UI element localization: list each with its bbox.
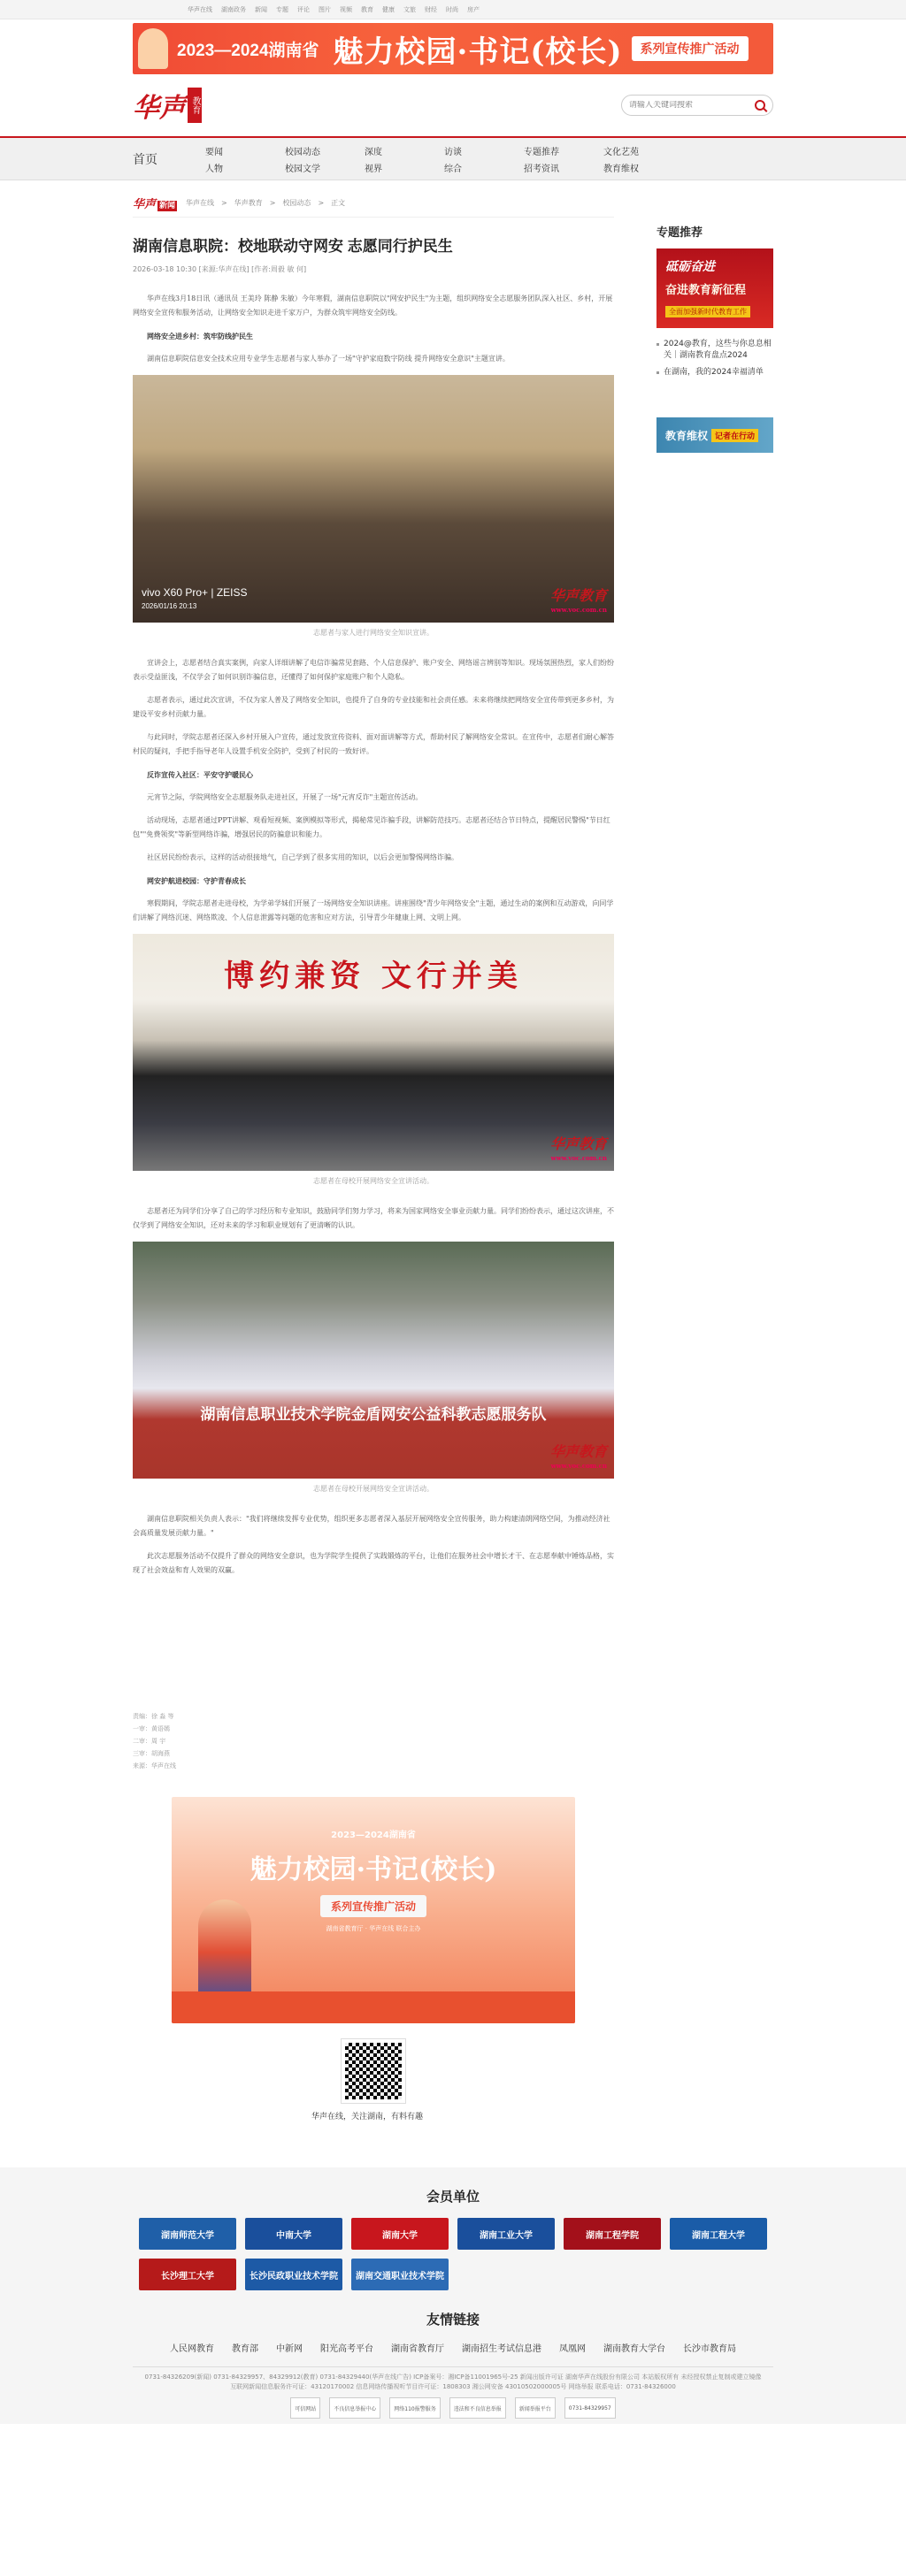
- sidebar-ad-rights[interactable]: [656, 417, 773, 453]
- photo-caption-3: 志愿者在母校开展网络安全宣讲活动。: [313, 1485, 434, 1493]
- member-logo[interactable]: 中南大学: [245, 2218, 342, 2250]
- member-logo[interactable]: 湖南大学: [351, 2218, 449, 2250]
- article-paragraph: 社区居民纷纷表示，这样的活动很接地气，自己学到了很多实用的知识，以后会更加警惕网络诈骗。: [147, 853, 458, 861]
- article-paragraph: 志愿者表示，通过此次宣讲，不仅为家人普及了网络安全知识，也提升了自身的专业技能和社会责任感。未来将继续把网络安全宣传带到更多乡村，为建设平安乡村贡献力量。: [133, 696, 614, 718]
- friend-link[interactable]: 湖南教育大学台: [603, 2344, 665, 2354]
- banner-pill: 系列宣传推广活动: [320, 1895, 426, 1917]
- classroom-board-text: 博约兼资 文行并美: [224, 959, 523, 994]
- breadcrumb-item[interactable]: 华声教育: [234, 199, 263, 207]
- article-paragraph: 与此同时，学院志愿者还深入乡村开展入户宣传，通过发放宣传资料、面对面讲解等方式，帮助村民了解网络安全常识。在宣传中，志愿者们耐心解答村民的疑问，手把手指导老年人设置手机安全防护，受到了村民的一致好评。: [133, 733, 614, 755]
- photo-caption-2: 志愿者在母校开展网络安全宣讲活动。: [313, 1177, 434, 1185]
- nav-item[interactable]: 教育维权: [603, 164, 639, 174]
- topbar-link[interactable]: 财经: [425, 6, 437, 13]
- friend-link[interactable]: 教育部: [232, 2344, 258, 2354]
- topbar-link[interactable]: 专题: [276, 6, 288, 13]
- banner-ground: [172, 1991, 575, 2023]
- top-bar: [0, 0, 906, 19]
- nav-item[interactable]: 要闻: [205, 148, 223, 157]
- breadcrumb-item: >: [318, 199, 325, 207]
- article-paragraph: 寒假期间，学院志愿者走进母校，为学弟学妹们开展了一场网络安全知识讲座。讲座围绕"青少年网络安全"主题，通过生动的案例和互动游戏，向同学们讲解了网络沉迷、网络欺凌、个人信息泄露等问题的危害和应对方法，引导青少年健康上网、文明上网。: [133, 899, 614, 921]
- friend-link[interactable]: 湖南省教育厅: [391, 2344, 444, 2354]
- breadcrumb-logo[interactable]: 华声 新闻: [133, 198, 176, 211]
- footer-badge[interactable]: 违法和不良信息举报: [449, 2397, 506, 2419]
- member-logo[interactable]: 湖南工程大学: [670, 2218, 767, 2250]
- ad-line-2: 奋进教育新征程: [665, 284, 747, 297]
- site-footer: [0, 2167, 906, 2424]
- sidebar-ad-feature[interactable]: [656, 248, 773, 328]
- sidebar-title: 专题推荐: [656, 226, 703, 240]
- banner-pill: 系列宣传推广活动: [632, 36, 749, 61]
- topbar-link[interactable]: 教育: [361, 6, 373, 13]
- friend-link[interactable]: 长沙市教育局: [683, 2344, 736, 2354]
- sidebar: [656, 223, 773, 2121]
- sidebar-list-item[interactable]: 2024@教育，这些与你息息相关｜湖南教育盘点2024: [656, 339, 773, 362]
- breadcrumb-item: >: [221, 199, 227, 207]
- logo-calligraphy: 华声: [133, 93, 186, 124]
- friends-title: 友情链接: [426, 2312, 480, 2328]
- nav-item[interactable]: 校园动态: [285, 148, 320, 157]
- banner-headline: 魅力校园·书记(校长): [333, 34, 623, 70]
- friend-link[interactable]: 凤凰网: [559, 2344, 586, 2354]
- sidebar-list-item[interactable]: 在湖南，我的2024幸福清单: [656, 367, 773, 378]
- article-paragraph: 宣讲会上，志愿者结合真实案例，向家人详细讲解了电信诈骗常见套路、个人信息保护、账户安全、网络谣言辨别等知识。现场氛围热烈，家人们纷纷表示受益匪浅，不仅学会了如何识别诈骗信息，还懂得了如何保护家庭账户和个人隐私。: [133, 659, 614, 681]
- member-logo[interactable]: 湖南工程学院: [564, 2218, 661, 2250]
- footer-badge[interactable]: 网络110报警服务: [389, 2397, 440, 2419]
- nav-item[interactable]: 视界: [365, 164, 382, 174]
- sidebar-list: [656, 339, 773, 378]
- photo-watermark: 华声教育 www.voc.com.cn: [549, 1443, 607, 1470]
- footer-badge[interactable]: 0731-84329957: [564, 2397, 616, 2419]
- footer-badge[interactable]: 不良信息举报中心: [329, 2397, 380, 2419]
- article-paragraph: 元宵节之际，学院网络安全志愿服务队走进社区，开展了一场"元宵反诈"主题宣传活动。: [147, 793, 423, 801]
- article-content: [133, 292, 614, 1578]
- nav-item[interactable]: 人物: [205, 164, 223, 174]
- article-title: 湖南信息职院：校地联动守网安 志愿同行护民生: [133, 238, 453, 255]
- search-input[interactable]: [629, 101, 755, 110]
- section-heading-2: 反诈宣传入社区：平安守护暖民心: [147, 770, 253, 779]
- member-logo[interactable]: 长沙民政职业技术学院: [245, 2259, 342, 2290]
- breadcrumb-item[interactable]: 校园动态: [282, 199, 311, 207]
- top-promo-banner[interactable]: [133, 23, 773, 74]
- search-box: [621, 95, 773, 116]
- topbar-link[interactable]: 华声在线: [188, 6, 212, 13]
- friend-link[interactable]: 阳光高考平台: [320, 2344, 373, 2354]
- breadcrumb: [133, 195, 614, 218]
- ad2-text: 教育维权: [665, 429, 709, 442]
- breadcrumb-item[interactable]: 正文: [331, 199, 346, 207]
- topbar-link[interactable]: 图片: [319, 6, 331, 13]
- footer-badges: [0, 2397, 906, 2419]
- friend-link[interactable]: 中新网: [276, 2344, 303, 2354]
- article-paragraph: 湖南信息职院信息安全技术应用专业学生志愿者与家人举办了一场"守护家庭数字防线 提升网络安全意识"主题宣讲。: [147, 355, 510, 363]
- ad-tag: 全面加强新时代教育工作: [665, 306, 750, 317]
- topbar-link[interactable]: 文旅: [403, 6, 416, 13]
- article-meta: 2026-03-18 10:30 [来源:华声在线] [作者:周毅 敏 何]: [133, 265, 307, 273]
- nav-item[interactable]: 深度: [365, 148, 382, 157]
- article-photo-2: [133, 934, 614, 1171]
- nav-item[interactable]: 校园文学: [285, 164, 320, 174]
- topbar-link[interactable]: 健康: [382, 6, 395, 13]
- friend-link[interactable]: 湖南招生考试信息港: [462, 2344, 541, 2354]
- ad-line-1: 砥砺奋进: [665, 260, 715, 274]
- footer-badge[interactable]: 新闻举报平台: [515, 2397, 556, 2419]
- article-paragraph: 华声在线3月18日讯（通讯员 王美玲 陈静 朱敏）今年寒假，湖南信息职院以"网安护民生"为主题，组织网络安全志愿服务团队深入社区、乡村，开展网络安全宣传和服务活动，让网络安全知识走进千家万户，为群众筑牢网络安全防线。: [133, 294, 613, 317]
- article-paragraph: 志愿者还为同学们分享了自己的学习经历和专业知识，鼓励同学们努力学习，将来为国家网络安全事业贡献力量。同学们纷纷表示，通过这次讲座，不仅学到了网络安全知识，还对未来的学习和职业规划有了更清晰的认识。: [133, 1207, 614, 1229]
- article-paragraph: 此次志愿服务活动不仅提升了群众的网络安全意识，也为学院学生提供了实践锻炼的平台，让他们在服务社会中增长才干、在志愿奉献中锤炼品格，实现了社会效益和育人效果的双赢。: [133, 1552, 614, 1574]
- photo-caption-1: 志愿者与家人进行网络安全知识宣讲。: [313, 629, 434, 637]
- article-photo-1: [133, 375, 614, 623]
- article: [133, 195, 614, 2121]
- photo-watermark: 华声教育 www.voc.com.cn: [549, 1135, 607, 1162]
- member-logo[interactable]: 湖南交通职业技术学院: [351, 2259, 449, 2290]
- breadcrumb-item[interactable]: 华声在线: [186, 199, 215, 207]
- search-icon[interactable]: [755, 100, 765, 111]
- topbar-link[interactable]: 视频: [340, 6, 352, 13]
- member-logo[interactable]: 湖南师范大学: [139, 2218, 236, 2250]
- section-heading-3: 网安护航进校园：守护青春成长: [147, 876, 246, 885]
- bottom-promo-banner[interactable]: [172, 1797, 575, 2023]
- editor-line: 一审：黄语嫣: [133, 1725, 170, 1732]
- breadcrumb-item: >: [269, 199, 276, 207]
- logo-seal: 教育: [188, 88, 202, 123]
- ad2-tag: 记者在行动: [711, 429, 758, 442]
- nav-item[interactable]: 综合: [444, 164, 462, 174]
- topbar-link[interactable]: 时尚: [446, 6, 458, 13]
- nav-item[interactable]: 招考资讯: [524, 164, 559, 174]
- nav-home[interactable]: 首页: [133, 153, 157, 167]
- members-title: 会员单位: [426, 2189, 480, 2205]
- editor-credits: [133, 1710, 614, 1772]
- camera-stamp: vivo X60 Pro+ | ZEISS 2026/01/16 20:13: [142, 586, 248, 610]
- editor-line: 责编：徐 淼 等: [133, 1713, 174, 1720]
- topbar-link[interactable]: 评论: [297, 6, 310, 13]
- footer-badge[interactable]: 可信网站: [290, 2397, 320, 2419]
- member-logos: [161, 2218, 745, 2290]
- article-paragraph: 湖南信息职院相关负责人表示："我们将继续发挥专业优势，组织更多志愿者深入基层开展网络安全宣传服务，助力构建清朗网络空间，为推动经济社会高质量发展贡献力量。": [133, 1515, 610, 1537]
- article-photo-3: [133, 1242, 614, 1479]
- banner-hint: 湖南省教育厅 · 华声在线 联合主办: [326, 1925, 421, 1932]
- editor-line: 二审：周 宇: [133, 1738, 166, 1745]
- nav-items: [205, 144, 683, 174]
- qr-code: [342, 2039, 405, 2103]
- article-paragraph: 活动现场，志愿者通过PPT讲解、观看短视频、案例模拟等形式，揭秘常见诈骗手段，讲解防范技巧。志愿者还结合节日特点，提醒居民警惕"节日红包""免费领奖"等新型网络诈骗，增强居民的防骗意识和能力。: [133, 816, 610, 838]
- nav-item[interactable]: 文化艺苑: [603, 148, 639, 157]
- editor-line: 来源：华声在线: [133, 1762, 176, 1770]
- site-logo[interactable]: [133, 86, 202, 125]
- topbar-link[interactable]: 湖南政务: [221, 6, 246, 13]
- site-header: [133, 74, 773, 136]
- banner-year: 2023—2024湖南省: [177, 41, 319, 60]
- nav-item[interactable]: 专题推荐: [524, 148, 559, 157]
- footer-divider: [133, 2366, 773, 2367]
- copyright: 0731-84326209(新闻) 0731-84329957、84329912(教育) 0731-84329440(华声在线广告) ICP备案号：湘ICP备11001965号-25 新闻出版许可证 湖南华声在线股份有限公司 本站版权所有 未经授权禁止复制或建立镜像: [144, 2373, 762, 2381]
- friend-link[interactable]: 人民网教育: [170, 2344, 214, 2354]
- main-nav: [0, 138, 906, 180]
- topbar-link[interactable]: 房产: [467, 6, 480, 13]
- group-banner-text: 湖南信息职业技术学院金盾网安公益科教志愿服务队: [200, 1406, 547, 1424]
- photo-watermark: 华声教育 www.voc.com.cn: [549, 587, 607, 614]
- section-heading-1: 网络安全进乡村：筑牢防线护民生: [147, 332, 253, 340]
- banner-kid-illustration: [198, 1900, 251, 2006]
- member-logo[interactable]: 长沙理工大学: [139, 2259, 236, 2290]
- friend-links: [0, 2341, 906, 2354]
- editor-line: 三审：胡海燕: [133, 1750, 170, 1757]
- member-logo[interactable]: 湖南工业大学: [457, 2218, 555, 2250]
- banner-headline: 魅力校园·书记(校长): [250, 1854, 497, 1885]
- banner-year: 2023—2024湖南省: [331, 1831, 416, 1840]
- topbar-link[interactable]: 新闻: [255, 6, 267, 13]
- qr-caption: 华声在线，关注湖南，有料有趣: [311, 2113, 424, 2121]
- banner-figure-illustration: [138, 28, 168, 69]
- nav-item[interactable]: 访谈: [444, 148, 462, 157]
- copyright-2: 互联网新闻信息服务许可证：43120170002 信息网络传播视听节目许可证：1808303 湘公网安备 43010502000005号 网络举报 联系电话：0731-84326000: [230, 2383, 676, 2390]
